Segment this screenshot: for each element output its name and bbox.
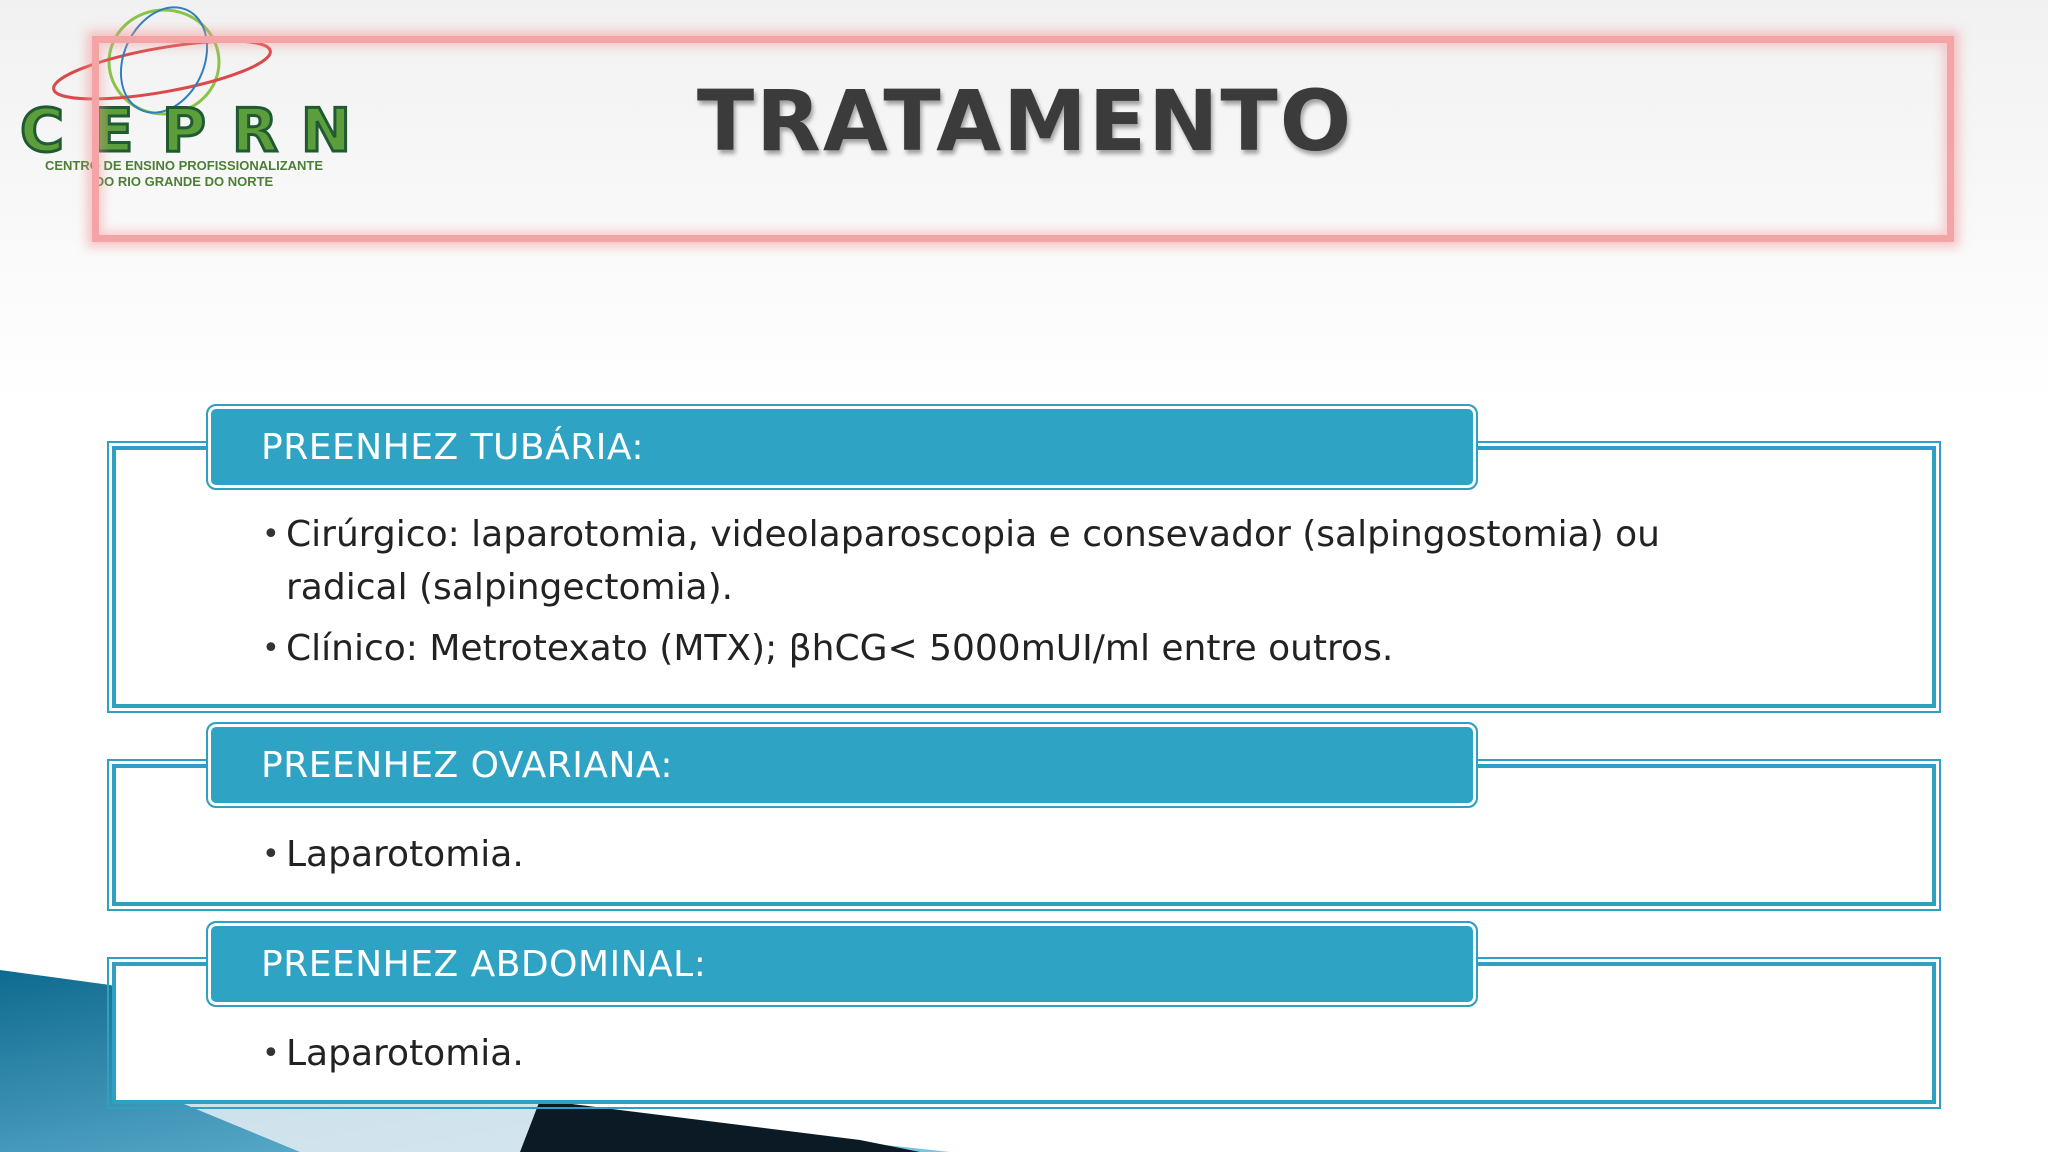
bullet-item: • Laparotomia. (262, 1027, 1756, 1080)
logo-subtitle-line1: CENTRO DE ENSINO PROFISSIONALIZANTE (44, 158, 324, 173)
bullet-item: • Laparotomia. (262, 828, 1756, 881)
logo-subtitle-line2: DO RIO GRANDE DO NORTE (94, 174, 274, 189)
bullet-item: • Clínico: Metrotexato (MTX); βhCG< 5000mUI/ml entre outros. (262, 622, 1756, 675)
bullet-item: • Cirúrgico: laparotomia, videolaparoscopia e consevador (salpingostomia) ou radical (salpingectomia). (262, 508, 1756, 614)
slide-title: TRATAMENTO (696, 72, 1354, 170)
logo-letter: N (300, 96, 352, 166)
section-header-label: PREENHEZ TUBÁRIA: (261, 427, 644, 468)
logo-letter: P (162, 96, 206, 166)
bullet-list-ovariana (262, 828, 1756, 889)
section-header-label: PREENHEZ OVARIANA: (261, 745, 674, 786)
bullet-list-abdominal (262, 1027, 1756, 1088)
logo-letter: C (19, 96, 65, 166)
logo-letter: R (231, 96, 279, 166)
section-header-label: PREENHEZ ABDOMINAL: (261, 944, 707, 985)
bullet-list-tubaria (262, 508, 1756, 683)
section-header-tubaria (208, 406, 1476, 488)
section-header-abdominal (208, 923, 1476, 1005)
section-header-ovariana (208, 724, 1476, 806)
logo-letter: E (92, 96, 134, 166)
